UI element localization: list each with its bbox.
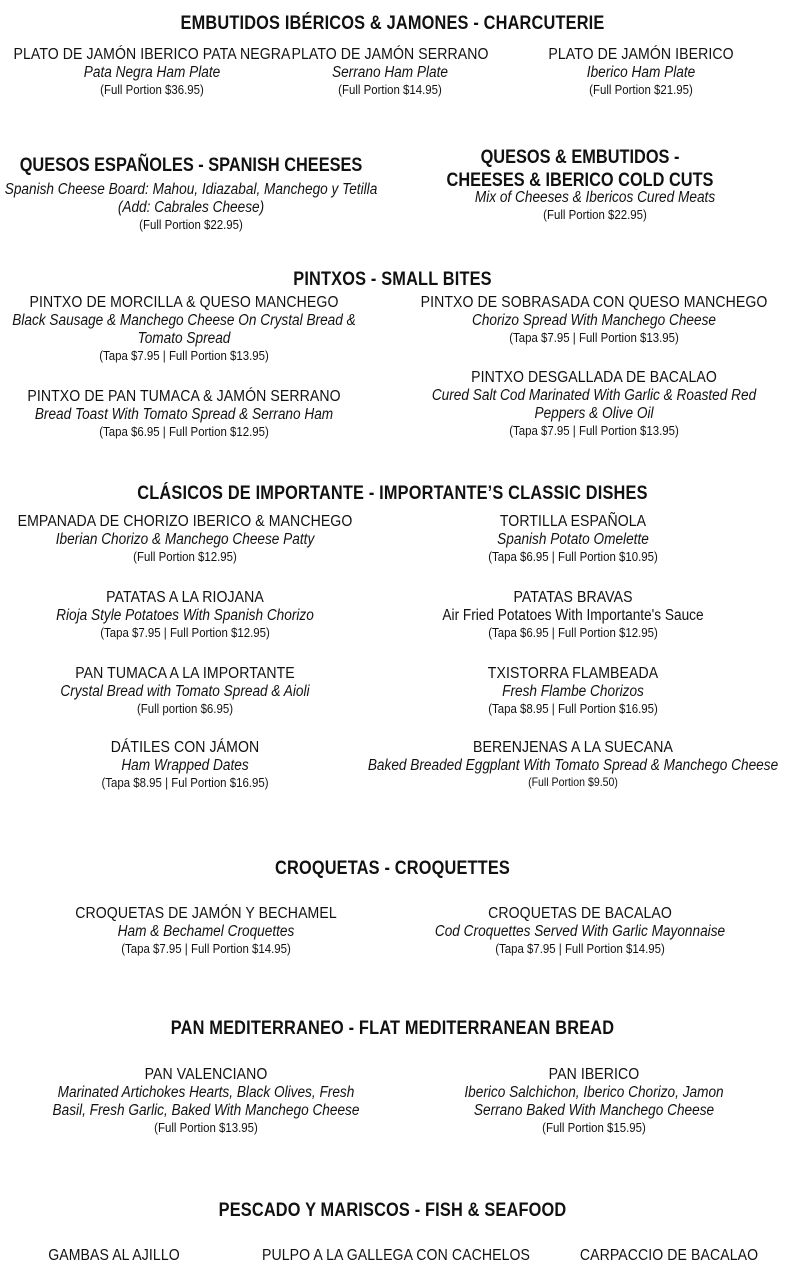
- item-desc: Spanish Potato Omelette: [497, 531, 649, 549]
- item-name: PATATAS A LA RIOJANA: [106, 589, 264, 606]
- menu-item-pan-iberico: [447, 1066, 742, 1136]
- menu-item-pan-valenciano: [32, 1066, 381, 1136]
- menu-item-croquetas-bacalao: [415, 905, 745, 957]
- item-name: PULPO A LA GALLEGA CON CACHELOS: [261, 1247, 531, 1264]
- item-name: BERENJENAS A LA SUECANA: [472, 739, 674, 756]
- item-name: PAN VALENCIANO: [144, 1066, 268, 1083]
- item-desc: Black Sausage & Manchego Cheese On Crystal Bread &: [12, 312, 356, 330]
- item-desc: Mix of Cheeses & Ibericos Cured Meats: [474, 189, 716, 206]
- section-title-mixed-line2: CHEESES & IBERICO COLD CUTS: [446, 170, 714, 191]
- section-title-classics: CLÁSICOS DE IMPORTANTE - IMPORTANTE’S CLASSIC DISHES: [137, 483, 648, 504]
- item-desc: Bread Toast With Tomato Spread & Serrano Ham: [34, 406, 334, 424]
- item-price: (Full Portion $22.95): [543, 206, 647, 222]
- item-price: (Full Portion $21.95): [589, 82, 693, 98]
- item-desc: Iberian Chorizo & Manchego Cheese Patty: [55, 531, 315, 549]
- menu-item-jamon-pata-negra: [0, 46, 309, 98]
- item-name: GAMBAS AL AJILLO: [48, 1247, 180, 1264]
- item-name: PINTXO DE SOBRASADA CON QUESO MANCHEGO: [420, 294, 768, 311]
- item-price: (Tapa $7.95 | Full Portion $13.95): [509, 423, 679, 439]
- menu-item-berenjenas: [340, 739, 785, 790]
- item-name: PINTXO DE PAN TUMACA & JAMÓN SERRANO: [27, 388, 341, 405]
- menu-item-pintxo-bacalao: [410, 369, 779, 439]
- item-price: (Tapa $7.95 | Full Portion $14.95): [121, 941, 291, 957]
- menu-item-pan-tumaca: [43, 665, 326, 717]
- item-desc: Chorizo Spread With Manchego Cheese: [471, 312, 717, 330]
- item-name: PLATO DE JAMÓN IBERICO PATA NEGRA: [13, 46, 291, 63]
- item-name: DÁTILES CON JÁMON: [110, 739, 260, 756]
- item-desc: Iberico Salchichon, Iberico Chorizo, Jamon: [464, 1084, 724, 1102]
- menu-item-patatas-riojana: [39, 589, 332, 641]
- menu-item-cheese-board: [0, 181, 403, 233]
- item-desc: Iberico Ham Plate: [586, 64, 696, 82]
- item-desc: Marinated Artichokes Hearts, Black Olives, Fresh: [57, 1084, 355, 1102]
- item-name: CARPACCIO DE BACALAO: [579, 1247, 759, 1264]
- item-price: (Tapa $7.95 | Full Portion $14.95): [495, 941, 665, 957]
- section-title-mixed-line1: QUESOS & EMBUTIDOS -: [480, 147, 680, 168]
- item-desc: Air Fried Potatoes With Importante's Sauce: [442, 607, 704, 625]
- item-name: PLATO DE JAMÓN SERRANO: [291, 46, 489, 63]
- menu-item-mixed-board: [458, 189, 731, 223]
- menu-item-pintxo-pan-tumaca: [6, 388, 362, 440]
- item-name: EMPANADA DE CHORIZO IBERICO & MANCHEGO: [17, 513, 353, 530]
- item-name: PATATAS BRAVAS: [513, 589, 633, 606]
- item-price: (Full Portion $15.95): [542, 1120, 646, 1136]
- item-name: TORTILLA ESPAÑOLA: [499, 513, 647, 530]
- item-price: (Tapa $6.95 | Full Portion $12.95): [488, 625, 658, 641]
- item-name: PLATO DE JAMÓN IBERICO: [548, 46, 734, 63]
- item-desc: Cured Salt Cod Marinated With Garlic & Roasted Red: [431, 387, 757, 405]
- item-desc-line2: Tomato Spread: [137, 330, 231, 348]
- section-title-pintxos: PINTXOS - SMALL BITES: [293, 269, 492, 290]
- menu-item-datiles: [90, 739, 280, 791]
- item-desc: Serrano Ham Plate: [332, 64, 448, 82]
- item-name: CROQUETAS DE BACALAO: [488, 905, 672, 922]
- item-price: (Full Portion $9.50): [528, 775, 618, 790]
- item-price: (Tapa $7.95 | Full Portion $13.95): [99, 348, 269, 364]
- item-desc: Ham & Bechamel Croquettes: [117, 923, 295, 941]
- item-price: (Tapa $6.95 | Full Portion $12.95): [99, 424, 269, 440]
- item-price: (Full Portion $12.95): [133, 549, 237, 565]
- menu-item-tortilla: [477, 513, 670, 565]
- item-desc: Baked Breaded Eggplant With Tomato Spread & Manchego Cheese: [367, 757, 779, 775]
- item-desc: Fresh Flambe Chorizos: [502, 683, 644, 701]
- menu-item-pintxo-sobrasada: [397, 294, 785, 346]
- item-name: PINTXO DE MORCILLA & QUESO MANCHEGO: [29, 294, 339, 311]
- item-name: PAN TUMACA A LA IMPORTANTE: [75, 665, 295, 682]
- menu-item-carpaccio: [568, 1247, 771, 1265]
- item-desc: Cod Croquettes Served With Garlic Mayonnaise: [434, 923, 726, 941]
- menu-item-pulpo: [244, 1247, 549, 1265]
- menu-item-jamon-serrano: [278, 46, 502, 98]
- item-price: (Tapa $7.95 | Full Portion $13.95): [509, 330, 679, 346]
- item-price: (Tapa $7.95 | Full Portion $12.95): [100, 625, 270, 641]
- section-title-croquetas: CROQUETAS - CROQUETTES: [275, 858, 510, 879]
- item-desc-line2: Serrano Baked With Manchego Cheese: [473, 1102, 715, 1120]
- item-name: PAN IBERICO: [548, 1066, 640, 1083]
- section-title-charcuterie: EMBUTIDOS IBÉRICOS & JAMONES - CHARCUTERIE: [180, 13, 605, 34]
- menu-item-jamon-iberico: [536, 46, 747, 98]
- item-price: (Full portion $6.95): [136, 701, 234, 717]
- item-desc: Spanish Cheese Board: Mahou, Idiazabal, Manchego y Tetilla: [4, 181, 378, 198]
- item-name: PINTXO DESGALLADA DE BACALAO: [471, 369, 717, 386]
- item-price: (Tapa $8.95 | Full Portion $16.95): [488, 701, 658, 717]
- menu-item-pintxo-morcilla: [0, 294, 379, 364]
- item-price: (Tapa $8.95 | Ful Portion $16.95): [101, 775, 269, 791]
- item-desc-line2: Peppers & Olive Oil: [534, 405, 654, 423]
- item-price: (Full Portion $14.95): [338, 82, 442, 98]
- menu-item-empanada: [0, 513, 375, 565]
- menu-item-croquetas-jamon: [57, 905, 354, 957]
- item-desc-line2: Basil, Fresh Garlic, Baked With Manchego Cheese: [52, 1102, 360, 1120]
- menu-item-patatas-bravas: [425, 589, 722, 641]
- item-desc-addon: (Add: Cabrales Cheese): [117, 198, 265, 216]
- menu-item-gambas: [39, 1247, 189, 1265]
- item-name: TXISTORRA FLAMBEADA: [487, 665, 659, 682]
- item-desc: Pata Negra Ham Plate: [83, 64, 221, 82]
- section-title-seafood: PESCADO Y MARISCOS - FISH & SEAFOOD: [218, 1200, 567, 1221]
- item-desc: Crystal Bread with Tomato Spread & Aioli: [60, 683, 310, 701]
- item-price: (Tapa $6.95 | Full Portion $10.95): [488, 549, 658, 565]
- menu-item-txistorra: [476, 665, 670, 717]
- item-price: (Full Portion $22.95): [139, 216, 243, 232]
- item-desc: Rioja Style Potatoes With Spanish Chorizo: [56, 607, 314, 625]
- item-price: (Full Portion $13.95): [154, 1120, 258, 1136]
- item-price: (Full Portion $36.95): [100, 82, 204, 98]
- section-title-cheeses: QUESOS ESPAÑOLES - SPANISH CHEESES: [19, 155, 363, 176]
- item-name: CROQUETAS DE JAMÓN Y BECHAMEL: [75, 905, 337, 922]
- item-desc: Ham Wrapped Dates: [121, 757, 249, 775]
- section-title-bread: PAN MEDITERRANEO - FLAT MEDITERRANEAN BREAD: [170, 1018, 615, 1039]
